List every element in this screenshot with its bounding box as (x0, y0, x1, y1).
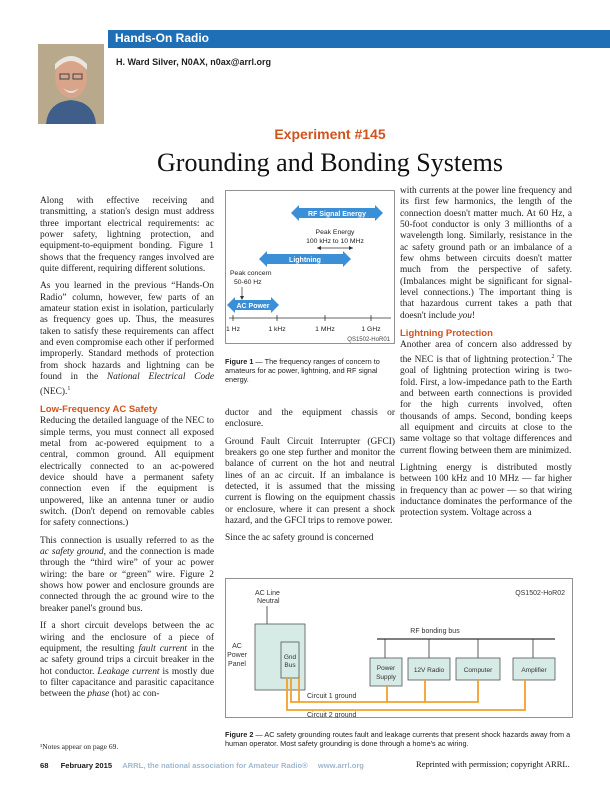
paragraph: Along with effective receiving and transmitting, a station's design must address three important electrical requirements: ac power safety, lightning protection, and equipment-to-equipment bonding. Figure 1 shows that the frequency ranges involved are quite different, requiring different solutions. (40, 196, 214, 275)
panel-label: Panel (228, 661, 246, 668)
figure-2 (225, 578, 573, 718)
paragraph: Ground Fault Circuit Interrupter (GFCI) breakers go one step further and monitor the balance of current on the hot and neutral lines of an ac circuit. If an imbalance is detected, it is assumed that the missing current is flowing on the equipment chassis or enclosure, where it can present a shock hazard, and the GFCI trips to remove power. (225, 436, 395, 527)
rf-signal-arrow (291, 205, 383, 221)
article-title: Grounding and Bonding Systems (157, 148, 503, 177)
figure-1 (225, 190, 395, 344)
footer-url: www.arrl.org (317, 761, 364, 770)
paragraph: This connection is usually referred to as the ac safety ground, and the connection is made through the “third wire” of your ac power wiring: the bare or “green” wire. Figure 2 shows how power and enclosure grounds are connected through the ac ground wire to the breaker panel's ground bus. (40, 535, 214, 614)
footer-tagline: ARRL, the national association for Amateur Radio® (122, 761, 308, 770)
figure-code: QS1502-HoR01 (347, 337, 390, 343)
figure-2-caption: Figure 2 — AC safety grounding routes fault and leakage currents that present shock hazards away from a human operator. Most safety grounding is done through a home's ac wiring. (225, 730, 571, 748)
circuit-1-label: Circuit 1 ground (307, 693, 357, 700)
peak-energy-range: 100 kHz to 10 MHz (306, 238, 364, 245)
svg-text:AC Power: AC Power (236, 303, 270, 310)
svg-text:Power: Power (376, 665, 396, 672)
neutral-label: Neutral (257, 598, 280, 605)
tick-label: 1 GHz (361, 326, 381, 333)
lightning-arrow (259, 251, 351, 267)
rf-bus-label: RF bonding bus (410, 628, 460, 635)
section-heading: Low-Frequency AC Safety (40, 403, 158, 415)
tick-label: 1 kHz (268, 326, 286, 333)
page-number: 68 (40, 761, 49, 770)
tick-label: 1 Hz (226, 326, 240, 333)
figure-1-caption: Figure 1 — The frequency ranges of concern to amateurs for ac power, lightning, and RF signal energy. (225, 357, 380, 384)
author-photo (38, 44, 104, 124)
footnote: ¹Notes appear on page 69. (40, 742, 119, 751)
issue-date: February 2015 (60, 761, 113, 770)
column-1 (40, 196, 214, 707)
paragraph: As you learned in the previous “Hands-On Radio” column, however, few parts of an amateur station exist in isolation, particularly as frequency goes up. Thus, the measures taken to satisfy these requirements can affect and even compromise each other if performed improperly. Standard methods of protection from shock hazards and lightning can be found in the National Electrical Code (NEC).$^1$ (40, 281, 214, 397)
svg-text:Amplifier: Amplifier (521, 667, 547, 674)
paragraph: with currents at the power line frequency and its first few harmonics, the length of the connection doesn't matter much. At 60 Hz, a 50-foot conductor is only 3 millionths of a wavelength long. Similarly, resistance in the ac safety ground path or an imbalance of a few ohms between circuits doesn't matter much from the perspective of safety. (Imbalances might be significant for signal-level connections.) The important thing is that hazardous current takes a path that doesn't include you! (400, 186, 572, 321)
svg-text:RF Signal Energy: RF Signal Energy (308, 211, 366, 218)
reprint-notice: Reprinted with permission; copyright ARRL. (416, 759, 570, 769)
svg-text:Gnd: Gnd (283, 654, 297, 661)
column-header-bar (108, 30, 610, 48)
ac-power-arrow (227, 297, 279, 313)
column-3 (400, 186, 572, 526)
tick-label: 1 MHz (315, 326, 335, 333)
paragraph: ductor and the equipment chassis or enclosure. (225, 408, 395, 430)
column-name: Hands-On Radio (115, 31, 210, 45)
figure-code: QS1502-HoR02 (515, 590, 565, 597)
svg-text:Supply: Supply (376, 674, 396, 681)
svg-text:Computer: Computer (463, 667, 493, 674)
circuit-2-label: Circuit 2 ground (307, 712, 357, 718)
paragraph: If a short circuit develops between the ac wiring and the enclosure of a piece of equipment, the resulting fault current in the ac safety ground trips a circuit breaker in the hot conductor. Leakage current is mostly due to filter capacitance and parasitic capacitance between the phase (hot) ac con- (40, 621, 214, 700)
author-line: H. Ward Silver, N0AX, n0ax@arrl.org (116, 57, 271, 67)
paragraph: Another area of concern also addressed by the NEC is that of lightning protection.$^2$ The goal of lightning protection wiring is two-fold. First, a low-impedance path to the Earth and between earth connections is provided for the high currents involved, often thousands of amps. Second, bonding keeps all equipment and circuits at close to the same voltage so that voltage differences and current flowing between them are minimized. (400, 340, 572, 456)
peak-energy-label: Peak Energy (315, 229, 355, 236)
svg-text:Bus: Bus (284, 662, 296, 669)
svg-text:12V Radio: 12V Radio (413, 667, 445, 674)
peak-concern-label: Peak concern (230, 270, 272, 277)
paragraph: Lightning energy is distributed mostly between 100 kHz and 10 MHz — far higher in frequency than ac power — so that wiring inductance dominates the performance of the protection system. Voltage across a (400, 463, 572, 519)
panel-label: AC (232, 643, 242, 650)
svg-text:Lightning: Lightning (289, 257, 321, 264)
paragraph: Since the ac safety ground is concerned (225, 533, 374, 544)
power-supply-box (370, 658, 402, 686)
experiment-number: Experiment #145 (274, 126, 386, 142)
paragraph: Reducing the detailed language of the NEC to simple terms, you must connect all exposed metal from ac-powered equipment to a central, common ground. All equipment electrically connected to an ac-powered device should have a permanent safety connection even if the equipment is unpowered, like an antenna tuner or audio switch. (Don't depend on removable cables for safety connections.) (40, 416, 214, 529)
section-heading: Lightning Protection (400, 328, 493, 340)
peak-concern-range: 50-60 Hz (234, 279, 262, 286)
column-2 (225, 408, 395, 551)
ac-line-label: AC Line (255, 590, 280, 597)
panel-label: Power (227, 652, 247, 659)
